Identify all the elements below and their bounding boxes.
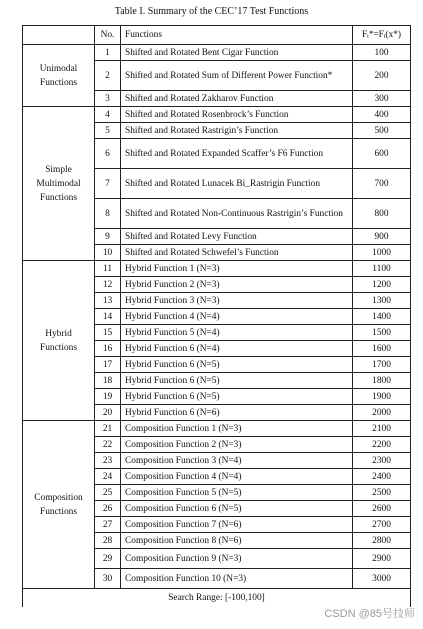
header-no: No. <box>95 26 121 45</box>
row-number: 6 <box>95 139 121 169</box>
function-name: Composition Function 8 (N=6) <box>121 533 353 549</box>
row-number: 13 <box>95 293 121 309</box>
row-number: 28 <box>95 533 121 549</box>
function-name: Shifted and Rotated Lunacek Bi_Rastrigin Function <box>121 169 353 199</box>
row-number: 26 <box>95 501 121 517</box>
function-name: Shifted and Rotated Schwefel’s Function <box>121 245 353 261</box>
function-name: Hybrid Function 6 (N=6) <box>121 405 353 421</box>
optimum-value: 900 <box>353 229 411 245</box>
function-name: Composition Function 10 (N=3) <box>121 569 353 589</box>
function-name: Hybrid Function 6 (N=5) <box>121 357 353 373</box>
row-number: 12 <box>95 277 121 293</box>
row-number: 23 <box>95 453 121 469</box>
group-label-unimodal <box>23 45 95 107</box>
function-name: Shifted and Rotated Rastrigin’s Function <box>121 123 353 139</box>
row-number: 24 <box>95 469 121 485</box>
row-number: 7 <box>95 169 121 199</box>
row-number: 10 <box>95 245 121 261</box>
group-label-line: Functions <box>40 342 77 353</box>
function-name: Composition Function 3 (N=4) <box>121 453 353 469</box>
group-label-hybrid <box>23 261 95 421</box>
function-name: Hybrid Function 5 (N=4) <box>121 325 353 341</box>
row-number: 3 <box>95 91 121 107</box>
optimum-value: 500 <box>353 123 411 139</box>
row-number: 18 <box>95 373 121 389</box>
optimum-value: 1800 <box>353 373 411 389</box>
table-caption: Table I. Summary of the CEC’17 Test Functions <box>114 6 309 17</box>
group-label-line: Functions <box>40 77 77 88</box>
function-name: Composition Function 5 (N=5) <box>121 485 353 501</box>
function-name: Shifted and Rotated Expanded Scaffer’s F6 Function <box>121 139 353 169</box>
search-range: Search Range: [-100,100] <box>23 589 411 608</box>
row-number: 30 <box>95 569 121 589</box>
row-number: 20 <box>95 405 121 421</box>
function-name: Hybrid Function 3 (N=3) <box>121 293 353 309</box>
row-number: 5 <box>95 123 121 139</box>
optimum-value: 1700 <box>353 357 411 373</box>
group-label-line: Composition <box>34 492 83 503</box>
group-label-line: Hybrid <box>45 328 72 339</box>
row-number: 25 <box>95 485 121 501</box>
row-number: 17 <box>95 357 121 373</box>
group-label-simple-multimodal <box>23 107 95 261</box>
function-name: Composition Function 7 (N=6) <box>121 517 353 533</box>
row-number: 2 <box>95 61 121 91</box>
optimum-value: 1400 <box>353 309 411 325</box>
function-name: Composition Function 2 (N=3) <box>121 437 353 453</box>
optimum-value: 1900 <box>353 389 411 405</box>
optimum-value: 2200 <box>353 437 411 453</box>
optimum-value: 2300 <box>353 453 411 469</box>
optimum-value: 200 <box>353 61 411 91</box>
function-name: Composition Function 4 (N=4) <box>121 469 353 485</box>
optimum-value: 2400 <box>353 469 411 485</box>
function-name: Shifted and Rotated Rosenbrock’s Function <box>121 107 353 123</box>
optimum-value: 700 <box>353 169 411 199</box>
header-optimum-value: Fᵢ*=Fᵢ(x*) <box>353 26 411 45</box>
optimum-value: 2500 <box>353 485 411 501</box>
cec17-function-table <box>22 25 411 607</box>
row-number: 9 <box>95 229 121 245</box>
row-number: 1 <box>95 45 121 61</box>
optimum-value: 1200 <box>353 277 411 293</box>
watermark: CSDN @85号技师 <box>324 608 415 620</box>
optimum-value: 2000 <box>353 405 411 421</box>
table-row <box>23 45 411 61</box>
function-name: Hybrid Function 6 (N=5) <box>121 373 353 389</box>
row-number: 16 <box>95 341 121 357</box>
optimum-value: 2100 <box>353 421 411 437</box>
optimum-value: 1300 <box>353 293 411 309</box>
function-name: Hybrid Function 4 (N=4) <box>121 309 353 325</box>
function-name: Composition Function 1 (N=3) <box>121 421 353 437</box>
row-number: 4 <box>95 107 121 123</box>
optimum-value: 2900 <box>353 549 411 569</box>
table-row <box>23 107 411 123</box>
row-number: 8 <box>95 199 121 229</box>
table-row <box>23 261 411 277</box>
table-row <box>23 421 411 437</box>
optimum-value: 600 <box>353 139 411 169</box>
function-name: Shifted and Rotated Bent Cigar Function <box>121 45 353 61</box>
table-header-row <box>23 26 411 45</box>
group-label-composition <box>23 421 95 589</box>
optimum-value: 2800 <box>353 533 411 549</box>
function-name: Shifted and Rotated Non-Continuous Rastrigin’s Function <box>121 199 353 229</box>
optimum-value: 1000 <box>353 245 411 261</box>
function-name: Shifted and Rotated Sum of Different Power Function* <box>121 61 353 91</box>
optimum-value: 400 <box>353 107 411 123</box>
optimum-value: 2600 <box>353 501 411 517</box>
optimum-value: 300 <box>353 91 411 107</box>
group-label-line: Functions <box>40 506 77 517</box>
row-number: 14 <box>95 309 121 325</box>
optimum-value: 3000 <box>353 569 411 589</box>
optimum-value: 1600 <box>353 341 411 357</box>
group-label-line: Multimodal <box>36 178 81 189</box>
header-group-cell <box>23 26 95 45</box>
optimum-value: 1500 <box>353 325 411 341</box>
function-name: Hybrid Function 1 (N=3) <box>121 261 353 277</box>
group-label-line: Functions <box>40 192 77 203</box>
optimum-value: 800 <box>353 199 411 229</box>
row-number: 15 <box>95 325 121 341</box>
header-functions: Functions <box>121 26 353 45</box>
group-label-line: Simple <box>45 164 72 175</box>
function-name: Hybrid Function 6 (N=5) <box>121 389 353 405</box>
row-number: 21 <box>95 421 121 437</box>
function-name: Shifted and Rotated Levy Function <box>121 229 353 245</box>
group-label-line: Unimodal <box>39 63 78 74</box>
row-number: 19 <box>95 389 121 405</box>
optimum-value: 1100 <box>353 261 411 277</box>
optimum-value: 100 <box>353 45 411 61</box>
row-number: 27 <box>95 517 121 533</box>
row-number: 29 <box>95 549 121 569</box>
function-name: Hybrid Function 2 (N=3) <box>121 277 353 293</box>
function-name: Composition Function 9 (N=3) <box>121 549 353 569</box>
row-number: 11 <box>95 261 121 277</box>
function-name: Composition Function 6 (N=5) <box>121 501 353 517</box>
function-name: Hybrid Function 6 (N=4) <box>121 341 353 357</box>
row-number: 22 <box>95 437 121 453</box>
function-name: Shifted and Rotated Zakharov Function <box>121 91 353 107</box>
optimum-value: 2700 <box>353 517 411 533</box>
